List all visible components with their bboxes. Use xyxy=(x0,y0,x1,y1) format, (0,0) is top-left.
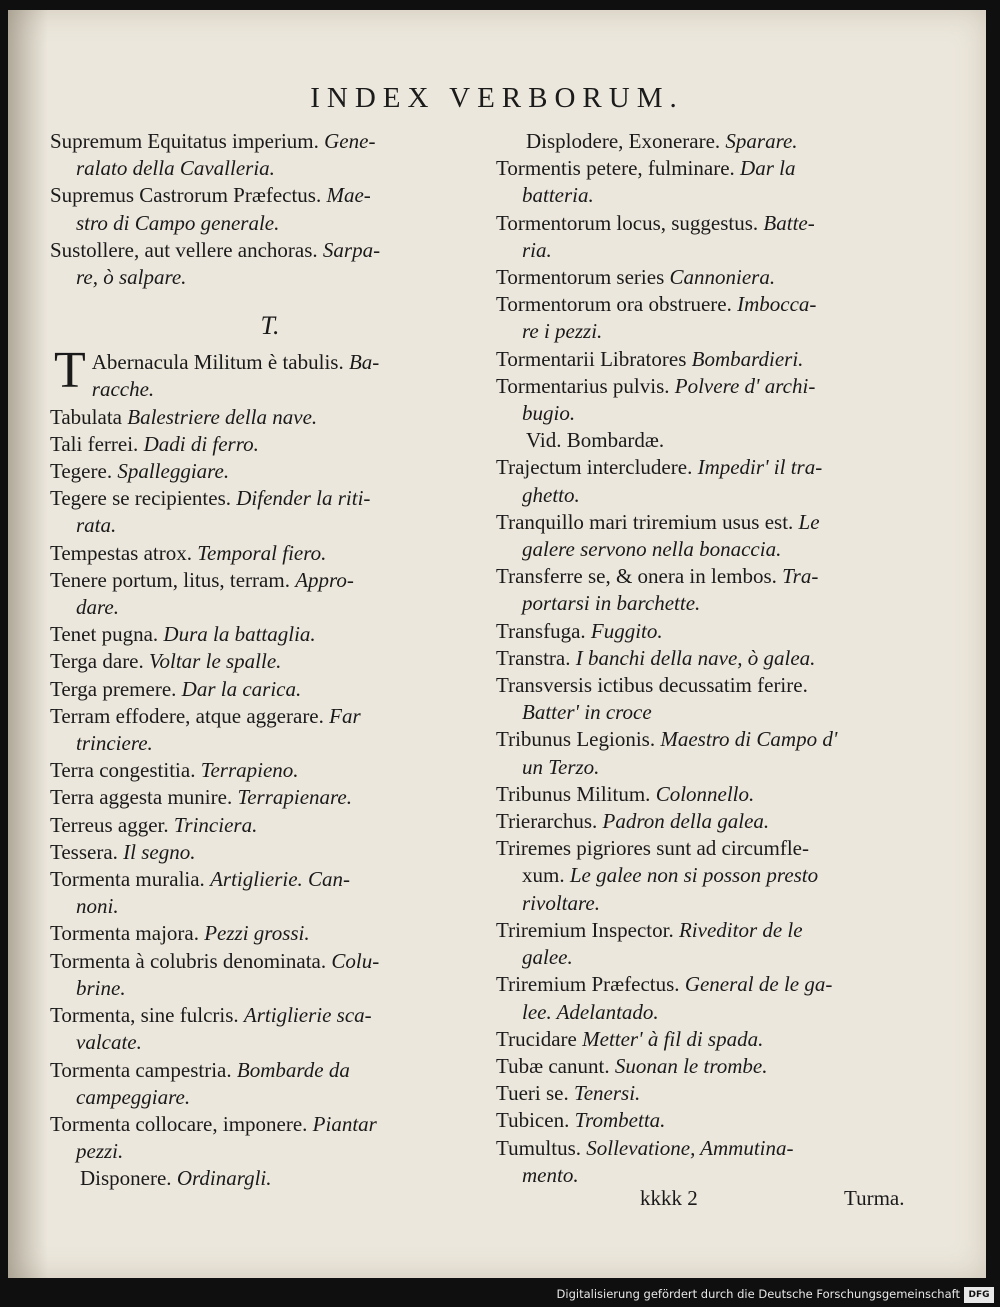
latin-term: Tribunus Legionis. xyxy=(496,727,656,752)
italian-term: Far xyxy=(329,703,361,728)
latin-term: Transferre se, & onera in lembos. xyxy=(496,564,777,589)
italian-term: Sarpa- xyxy=(322,237,381,262)
latin-term: Tubicen. xyxy=(496,1108,570,1133)
index-entry xyxy=(50,128,490,155)
italian-term: Appro- xyxy=(295,567,354,592)
italian-term: valcate. xyxy=(76,1030,142,1055)
book-page xyxy=(8,10,986,1278)
index-entry xyxy=(50,594,490,621)
italian-term: Ordinargli. xyxy=(176,1166,272,1191)
latin-term: Tormenta majora. xyxy=(50,921,199,946)
index-entry xyxy=(50,567,490,594)
credit-band xyxy=(0,1284,1000,1307)
index-entry xyxy=(50,155,490,182)
italian-term: Temporal fiero. xyxy=(197,540,327,565)
italian-term: Polvere d' archi- xyxy=(674,373,816,398)
latin-term: Displodere, Exonerare. xyxy=(526,129,721,153)
italian-term: noni. xyxy=(76,894,119,919)
index-entry xyxy=(50,920,490,947)
italian-term: Tenersi. xyxy=(573,1081,641,1106)
latin-term: Tormenta muralia. xyxy=(50,867,205,892)
index-entry xyxy=(496,1053,928,1080)
index-entry xyxy=(50,893,490,920)
italian-term: dare. xyxy=(76,595,119,620)
index-entry xyxy=(50,703,490,730)
italian-term: Impedir' il tra- xyxy=(697,455,823,480)
italian-term: Sparare. xyxy=(725,129,798,153)
italian-term: rivoltare. xyxy=(522,890,600,915)
italian-term: Fuggito. xyxy=(590,618,663,643)
italian-term: ralato della Cavalleria. xyxy=(76,156,275,181)
latin-term: Supremus Castrorum Præfectus. xyxy=(50,183,322,208)
index-entry xyxy=(50,1165,490,1192)
italian-term: Piantar xyxy=(312,1111,377,1136)
italian-term: un Terzo. xyxy=(522,754,600,779)
italian-term: I banchi della nave, ò galea. xyxy=(575,645,816,670)
latin-term: Vid. Bombardæ. xyxy=(526,428,665,453)
latin-term: Tormentarius pulvis. xyxy=(496,373,670,398)
latin-term: Transversis ictibus decussatim ferire. xyxy=(496,673,808,698)
italian-term: ghetto. xyxy=(522,482,580,507)
index-entry xyxy=(50,948,490,975)
index-entry xyxy=(496,1135,928,1162)
index-entry xyxy=(496,754,928,781)
italian-term: Riveditor de le xyxy=(678,917,803,942)
index-entry xyxy=(496,427,928,454)
latin-term: Tenet pugna. xyxy=(50,622,159,647)
index-entry xyxy=(496,917,928,944)
italian-term: campeggiare. xyxy=(76,1084,191,1109)
italian-term: Trombetta. xyxy=(574,1108,666,1133)
index-entry xyxy=(496,237,928,264)
italian-term: Il segno. xyxy=(123,839,196,864)
italian-term: Spalleggiare. xyxy=(117,459,230,484)
index-entry xyxy=(50,376,490,403)
latin-term: Supremum Equitatus imperium. xyxy=(50,129,319,153)
index-entry xyxy=(496,1162,928,1189)
index-entry xyxy=(496,454,928,481)
index-entry xyxy=(50,458,490,485)
index-entry xyxy=(496,563,928,590)
latin-term: Tormentorum locus, suggestus. xyxy=(496,210,759,235)
index-entry xyxy=(496,509,928,536)
index-entry xyxy=(496,618,928,645)
latin-term: Tali ferrei. xyxy=(50,431,139,456)
index-entry xyxy=(496,1026,928,1053)
italian-term: mento. xyxy=(522,1162,579,1187)
italian-term: General de le ga- xyxy=(684,972,833,997)
index-entry xyxy=(496,971,928,998)
italian-term: batteria. xyxy=(522,183,594,208)
index-entry xyxy=(50,757,490,784)
index-entry xyxy=(50,182,490,209)
italian-term: Batte- xyxy=(763,210,815,235)
index-entry xyxy=(50,1138,490,1165)
italian-term: Bombardieri. xyxy=(691,346,804,371)
italian-term: Ba- xyxy=(348,350,380,375)
index-entry xyxy=(496,699,928,726)
latin-term: Tribunus Militum. xyxy=(496,781,651,806)
index-entry xyxy=(496,264,928,291)
funding-credit: Digitalisierung gefördert durch die Deutsche Forschungsgemeinschaft xyxy=(556,1287,960,1301)
index-entry xyxy=(50,540,490,567)
drop-cap: T xyxy=(54,342,86,400)
italian-term: brine. xyxy=(76,975,126,1000)
signature-mark: kkkk 2 xyxy=(640,1186,698,1210)
index-entry xyxy=(50,1002,490,1029)
italian-term: Artiglierie. Can- xyxy=(210,867,351,892)
italian-term: stro di Campo generale. xyxy=(76,210,280,235)
italian-term: Le xyxy=(798,509,820,534)
latin-term: Trajectum intercludere. xyxy=(496,455,693,480)
index-entry xyxy=(50,485,490,512)
index-entry xyxy=(50,1057,490,1084)
index-entry xyxy=(496,210,928,237)
index-entry xyxy=(496,318,928,345)
index-entry xyxy=(496,155,928,182)
index-entry xyxy=(50,431,490,458)
index-entry xyxy=(50,621,490,648)
latin-term: Tabulata xyxy=(50,404,122,429)
latin-term: Tormenta campestria. xyxy=(50,1057,232,1082)
index-entry xyxy=(496,999,928,1026)
latin-term: Triremium Inspector. xyxy=(496,917,674,942)
index-entry xyxy=(50,730,490,757)
index-entry xyxy=(50,812,490,839)
index-entry xyxy=(496,482,928,509)
latin-term: Trucidare xyxy=(496,1026,577,1051)
italian-term: ria. xyxy=(522,237,552,262)
catchword: Turma. xyxy=(844,1186,905,1210)
latin-term: Terga dare. xyxy=(50,649,144,674)
latin-term: Disponere. xyxy=(80,1166,172,1191)
italian-term: Tra- xyxy=(782,564,819,589)
index-entry xyxy=(496,890,928,917)
index-entry xyxy=(496,1107,928,1134)
index-entry xyxy=(50,512,490,539)
latin-term: Terram effodere, atque aggerare. xyxy=(50,703,324,728)
italian-term: bugio. xyxy=(522,401,576,426)
italian-term: lee. Adelantado. xyxy=(522,999,659,1024)
index-entry xyxy=(496,808,928,835)
index-entry xyxy=(496,536,928,563)
italian-term: Cannoniera. xyxy=(669,265,776,290)
italian-term: Pezzi grossi. xyxy=(204,921,310,946)
latin-term: Tumultus. xyxy=(496,1135,582,1160)
latin-term: Transfuga. xyxy=(496,618,586,643)
italian-term: rata. xyxy=(76,513,117,538)
running-header: INDEX VERBORUM. xyxy=(310,82,684,114)
italian-term: Padron della galea. xyxy=(602,809,770,834)
italian-term: racche. xyxy=(91,377,155,402)
italian-term: Balestriere della nave. xyxy=(127,404,318,429)
latin-term: Tueri se. xyxy=(496,1081,569,1106)
latin-term: xum. xyxy=(522,863,565,888)
index-entry xyxy=(50,1111,490,1138)
latin-term: Abernacula Militum è tabulis. xyxy=(91,350,344,375)
latin-term: Triremes pigriores sunt ad circumfle- xyxy=(496,836,809,861)
italian-term: trinciere. xyxy=(76,731,153,756)
index-entry xyxy=(496,590,928,617)
index-entry xyxy=(50,676,490,703)
italian-term: Dura la battaglia. xyxy=(163,622,316,647)
latin-term: Terga premere. xyxy=(50,676,177,701)
italian-term: portarsi in barchette. xyxy=(522,591,701,616)
index-entry xyxy=(496,672,928,699)
latin-term: Tormenta, sine fulcris. xyxy=(50,1003,239,1028)
left-column xyxy=(50,128,490,1193)
italian-term: Artiglierie sca- xyxy=(243,1003,372,1028)
index-entry xyxy=(496,373,928,400)
index-entry xyxy=(496,128,928,155)
index-entry xyxy=(496,781,928,808)
italian-term: Sollevatione, Ammutina- xyxy=(586,1135,794,1160)
italian-term: Metter' à fil di spada. xyxy=(582,1026,764,1051)
italian-term: Imbocca- xyxy=(737,292,817,317)
index-entry xyxy=(50,866,490,893)
italian-term: re, ò salpare. xyxy=(76,265,187,290)
index-entry xyxy=(496,346,928,373)
italian-term: galee. xyxy=(522,945,573,970)
index-entry xyxy=(496,291,928,318)
latin-term: Tormentis petere, fulminare. xyxy=(496,156,735,181)
italian-term: Terrapienare. xyxy=(237,785,352,810)
latin-term: Tormentorum series xyxy=(496,265,665,290)
italian-term: galere servono nella bonaccia. xyxy=(522,537,782,562)
latin-term: Tegere se recipientes. xyxy=(50,486,232,511)
latin-term: Tormenta collocare, imponere. xyxy=(50,1111,308,1136)
latin-term: Terra congestitia. xyxy=(50,758,196,783)
italian-term: Dar la carica. xyxy=(181,676,302,701)
italian-term: Dadi di ferro. xyxy=(143,431,259,456)
index-entry xyxy=(496,645,928,672)
italian-term: Gene- xyxy=(324,129,376,153)
index-entry xyxy=(496,835,928,862)
italian-term: pezzi. xyxy=(76,1139,124,1164)
index-entry xyxy=(496,182,928,209)
latin-term: Tegere. xyxy=(50,459,113,484)
italian-term: Difender la riti- xyxy=(236,486,371,511)
italian-term: Colonnello. xyxy=(655,781,755,806)
italian-term: Dar la xyxy=(740,156,796,181)
latin-term: Triremium Præfectus. xyxy=(496,972,680,997)
latin-term: Tormentorum ora obstruere. xyxy=(496,292,732,317)
italian-term: Batter' in croce xyxy=(522,700,652,725)
latin-term: Trierarchus. xyxy=(496,809,598,834)
latin-term: Tormentarii Libratores xyxy=(496,346,687,371)
index-entry xyxy=(50,1029,490,1056)
latin-term: Tubæ canunt. xyxy=(496,1053,610,1078)
latin-term: Tenere portum, litus, terram. xyxy=(50,567,290,592)
latin-term: Terra aggesta munire. xyxy=(50,785,233,810)
italian-term: Le galee non si posson presto xyxy=(569,863,819,888)
italian-term: re i pezzi. xyxy=(522,319,603,344)
latin-term: Tranquillo mari triremium usus est. xyxy=(496,509,794,534)
index-entry xyxy=(50,404,490,431)
latin-term: Terreus agger. xyxy=(50,812,169,837)
latin-term: Transtra. xyxy=(496,645,571,670)
index-entry xyxy=(496,726,928,753)
index-entry xyxy=(50,210,490,237)
italian-term: Terrapieno. xyxy=(200,758,299,783)
index-entry xyxy=(50,839,490,866)
index-entry xyxy=(50,975,490,1002)
index-entry xyxy=(50,784,490,811)
index-entry xyxy=(50,237,490,264)
italian-term: Voltar le spalle. xyxy=(149,649,282,674)
italian-term: Bombarde da xyxy=(236,1057,350,1082)
index-entry xyxy=(496,944,928,971)
latin-term: Sustollere, aut vellere anchoras. xyxy=(50,237,318,262)
letter-heading: T. xyxy=(260,311,280,341)
italian-term: Maestro di Campo d' xyxy=(660,727,838,752)
italian-term: Colu- xyxy=(331,948,380,973)
index-entry xyxy=(50,1084,490,1111)
latin-term: Tormenta à colubris denominata. xyxy=(50,948,327,973)
italian-term: Trinciera. xyxy=(173,812,258,837)
latin-term: Tessera. xyxy=(50,839,118,864)
italian-term: Suonan le trombe. xyxy=(614,1053,768,1078)
right-column xyxy=(496,128,928,1189)
index-entry xyxy=(496,1080,928,1107)
index-entry xyxy=(50,648,490,675)
dfg-logo-icon: DFG xyxy=(964,1287,994,1303)
latin-term: Tempestas atrox. xyxy=(50,540,192,565)
italian-term: Mae- xyxy=(326,183,371,208)
index-entry xyxy=(496,862,928,889)
index-entry xyxy=(50,264,490,291)
index-entry xyxy=(496,400,928,427)
